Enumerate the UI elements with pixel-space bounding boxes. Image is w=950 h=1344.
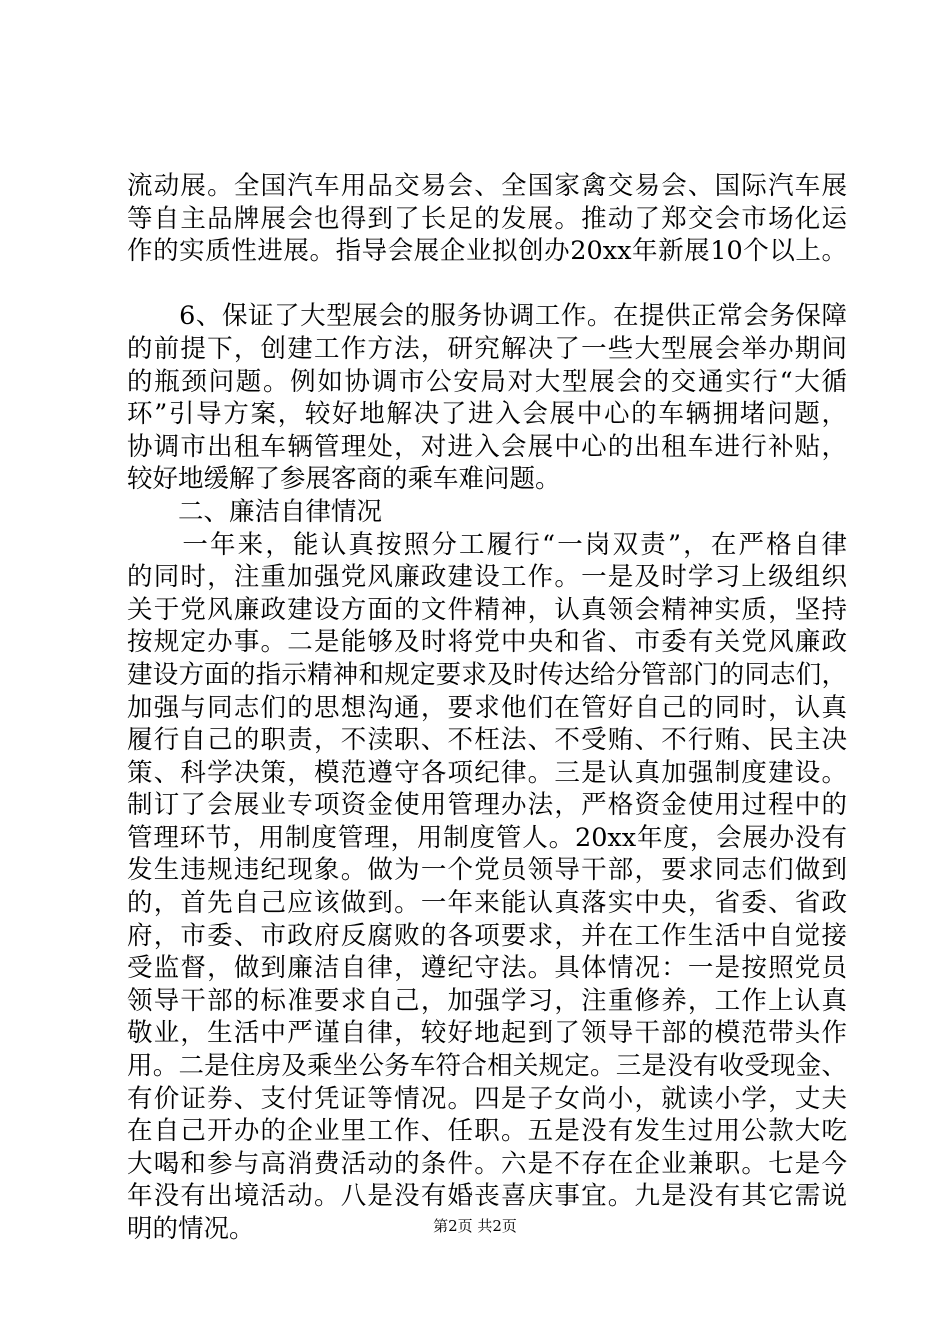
text-line: 用。二是住房及乘坐公务车符合相关规定。三是没有收受现金、 xyxy=(127,1051,847,1082)
heading-line: 二、廉洁自律情况 xyxy=(127,496,383,527)
text-line: 关于党风廉政建设方面的文件精神，认真领会精神实质，坚持 xyxy=(127,594,847,625)
text-line: 协调市出租车辆管理处，对进入会展中心的出租车进行补贴， xyxy=(127,431,847,462)
text-line: 的前提下，创建工作方法，研究解决了一些大型展会举办期间 xyxy=(127,333,847,364)
text-line: 管理环节，用制度管理，用制度管人。20xx年度，会展办没有 xyxy=(127,822,847,853)
page-footer xyxy=(0,1216,950,1236)
text-line: 一年来，能认真按照分工履行“一岗双责”，在严格自律 xyxy=(127,529,847,560)
text-line: 较好地缓解了参展客商的乘车难问题。 xyxy=(127,464,561,495)
text-line: 制订了会展业专项资金使用管理办法，严格资金使用过程中的 xyxy=(127,790,847,821)
text-line: 策、科学决策，模范遵守各项纪律。三是认真加强制度建设。 xyxy=(127,757,847,788)
text-line: 加强与同志们的思想沟通，要求他们在管好自己的同时，认真 xyxy=(127,692,847,723)
document-body xyxy=(127,170,847,1246)
text-line: 年没有出境活动。八是没有婚丧喜庆事宜。九是没有其它需说 xyxy=(127,1181,847,1212)
text-line: 按规定办事。二是能够及时将党中央和省、市委有关党风廉政 xyxy=(127,627,847,658)
paragraph-exhibitions xyxy=(127,170,847,268)
text-line: 的瓶颈问题。例如协调市公安局对大型展会的交通实行“大循 xyxy=(127,366,847,397)
text-line: 明的情况。 xyxy=(127,1214,255,1244)
text-line: 有价证券、支付凭证等情况。四是子女尚小，就读小学，丈夫 xyxy=(127,1083,847,1114)
text-line: 的同时，注重加强党风廉政建设工作。一是及时学习上级组织 xyxy=(127,562,847,593)
text-line: 受监督，做到廉洁自律，遵纪守法。具体情况：一是按照党员 xyxy=(127,953,847,984)
text-line: 大喝和参与高消费活动的条件。六是不存在企业兼职。七是今 xyxy=(127,1148,847,1179)
text-line: 在自己开办的企业里工作、任职。五是没有发生过用公款大吃 xyxy=(127,1116,847,1147)
text-line: 建设方面的指示精神和规定要求及时传达给分管部门的同志们， xyxy=(127,659,847,690)
text-line: 6、保证了大型展会的服务协调工作。在提供正常会务保障 xyxy=(127,301,847,332)
paragraph-self-discipline xyxy=(127,529,847,1246)
text-line: 的，首先自己应该做到。一年来能认真落实中央，省委、省政 xyxy=(127,888,847,919)
text-line: 敬业，生活中严谨自律，较好地起到了领导干部的模范带头作 xyxy=(127,1018,847,1049)
text-line: 等自主品牌展会也得到了长足的发展。推动了郑交会市场化运 xyxy=(127,203,847,234)
text-line: 领导干部的标准要求自己，加强学习，注重修养，工作上认真 xyxy=(127,985,847,1016)
section-heading xyxy=(127,496,847,529)
text-line: 流动展。全国汽车用品交易会、全国家禽交易会、国际汽车展 xyxy=(127,171,847,201)
text-line: 作的实质性进展。指导会展企业拟创办20xx年新展10个以上。 xyxy=(127,236,847,267)
text-line: 履行自己的职责，不渎职、不枉法、不受贿、不行贿、民主决 xyxy=(127,725,847,756)
page-number: 第2页 共2页 xyxy=(433,1217,517,1235)
text-line: 发生违规违纪现象。做为一个党员领导干部，要求同志们做到 xyxy=(127,855,847,886)
paragraph-gap xyxy=(127,268,847,301)
paragraph-service-coordination xyxy=(127,300,847,496)
text-line: 环”引导方案，较好地解决了进入会展中心的车辆拥堵问题， xyxy=(127,399,847,430)
text-line: 府，市委、市政府反腐败的各项要求，并在工作生活中自觉接 xyxy=(127,920,847,951)
